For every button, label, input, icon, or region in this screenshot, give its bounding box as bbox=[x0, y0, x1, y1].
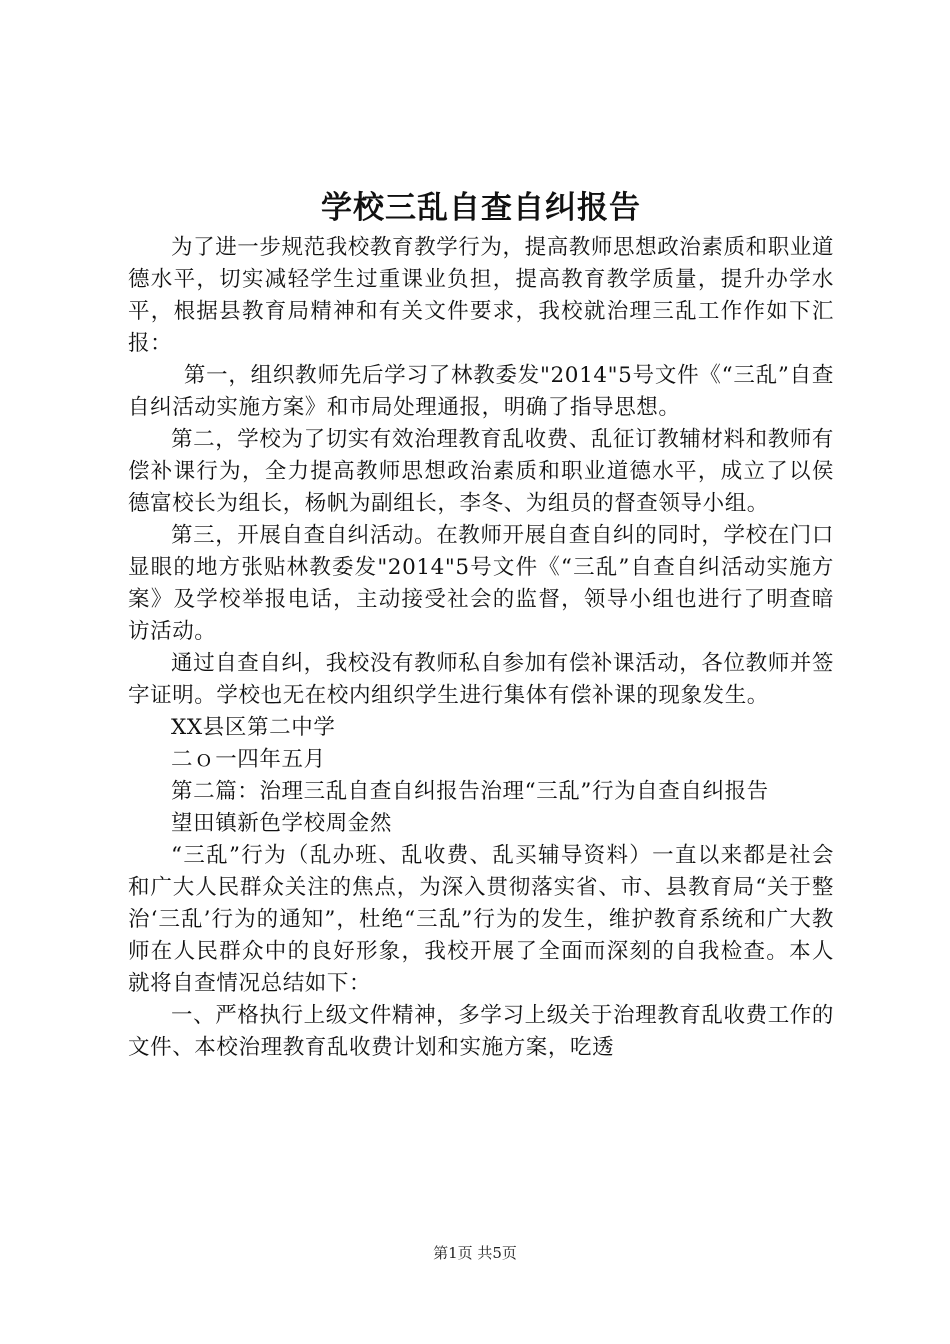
school-signature: XX县区第二中学 bbox=[171, 715, 336, 740]
date-line: 二ｏ一四年五月 bbox=[171, 747, 326, 772]
second-article-heading: 第二篇：治理三乱自查自纠报告治理“三乱”行为自查自纠报告 bbox=[171, 779, 769, 804]
paragraph-first: 第一，组织教师先后学习了林教委发"2014"5号文件《“三乱”自查自纠活动实施方案》和市局处理通报，明确了指导思想。 bbox=[128, 363, 834, 420]
document-title: 学校三乱自查自纠报告 bbox=[321, 190, 641, 226]
paragraph-second-article-intro: “三乱”行为（乱办班、乱收费、乱买辅导资料）一直以来都是社会和广大人民群众关注的焦点，为深入贯彻落实省、市、县教育局“关于整治‘三乱’行为的通知”，杜绝“三乱”行为的发生，维护教育系统和广大教师在人民群众中的良好形象，我校开展了全面而深刻的自我检查。本人就将自查情况总结如下： bbox=[128, 843, 834, 996]
page-footer: 第1页 共5页 bbox=[433, 1244, 517, 1262]
author-line: 望田镇新色学校周金然 bbox=[171, 811, 393, 836]
paragraph-intro: 为了进一步规范我校教育教学行为，提高教师思想政治素质和职业道德水平，切实减轻学生过重课业负担，提高教育教学质量，提升办学水平，根据县教育局精神和有关文件要求，我校就治理三乱工作作如下汇报： bbox=[128, 235, 835, 356]
paragraph-second-article-point-one: 一、严格执行上级文件精神，多学习上级关于治理教育乱收费工作的文件、本校治理教育乱收费计划和实施方案，吃透 bbox=[128, 1003, 835, 1060]
document-page bbox=[128, 186, 834, 1064]
paragraph-conclusion: 通过自查自纠，我校没有教师私自参加有偿补课活动，各位教师并签字证明。学校也无在校内组织学生进行集体有偿补课的现象发生。 bbox=[128, 651, 835, 708]
paragraph-third: 第三，开展自查自纠活动。在教师开展自查自纠的同时，学校在门口显眼的地方张贴林教委发"2014"5号文件《“三乱”自查自纠活动实施方案》及学校举报电话，主动接受社会的监督，领导小组也进行了明查暗访活动。 bbox=[128, 523, 835, 644]
paragraph-second: 第二，学校为了切实有效治理教育乱收费、乱征订教辅材料和教师有偿补课行为，全力提高教师思想政治素质和职业道德水平，成立了以侯德富校长为组长，杨帆为副组长，李冬、为组员的督查领导小组。 bbox=[128, 427, 835, 516]
